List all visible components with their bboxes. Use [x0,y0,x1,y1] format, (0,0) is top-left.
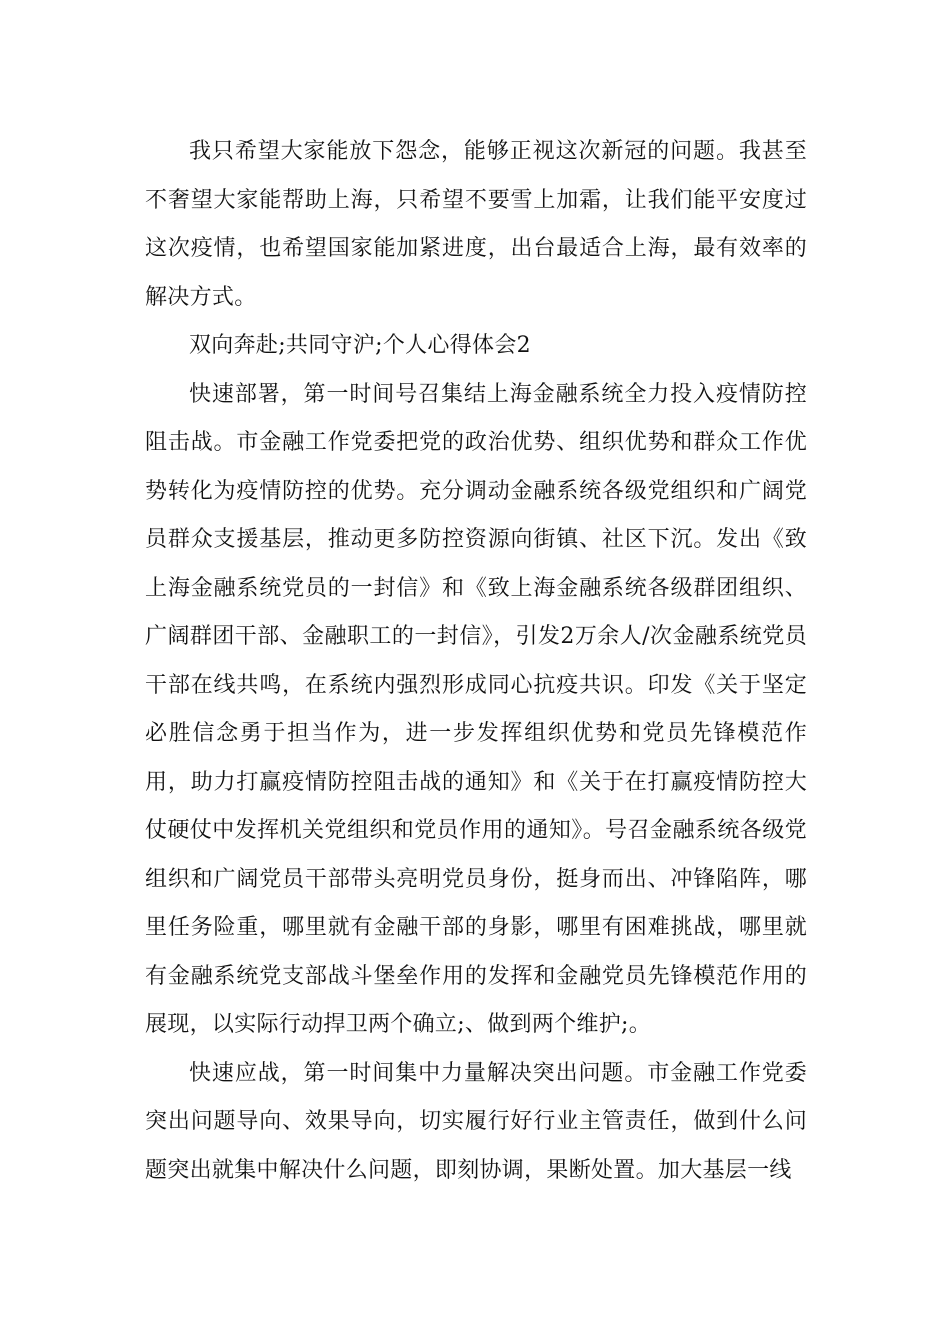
paragraph-rapid-response: 快速应战，第一时间集中力量解决突出问题。市金融工作党委突出问题导向、效果导向，切实履行好行业主管责任，做到什么问题突出就集中解决什么问题，即刻协调，果断处置。加大基层一线 [145,1060,807,1183]
paragraph-rapid-deployment: 快速部署，第一时间号召集结上海金融系统全力投入疫情防控阻击战。市金融工作党委把党的政治优势、组织优势和群众工作优势转化为疫情防控的优势。充分调动金融系统各级党组织和广阔党员群众支援基层，推动更多防控资源向街镇、社区下沉。发出《致上海金融系统党员的一封信》和《致上海金融系统各级群团组织、广阔群团干部、金融职工的一封信》，引发2万余人/次金融系统党员干部在线共鸣，在系统内强烈形成同心抗疫共识。印发《关于坚定必胜信念勇于担当作为，进一步发挥组织优势和党员先锋模范作用，助力打赢疫情防控阻击战的通知》和《关于在打赢疫情防控大仗硬仗中发挥机关党组织和党员作用的通知》。号召金融系统各级党组织和广阔党员干部带头亮明党员身份，挺身而出、冲锋陷阵，哪里任务险重，哪里就有金融干部的身影，哪里有困难挑战，哪里就有金融系统党支部战斗堡垒作用的发挥和金融党员先锋模范作用的展现，以实际行动捍卫两个确立;、做到两个维护;。 [145,381,807,1037]
section-heading: 双向奔赴;共同守沪;个人心得体会2 [189,333,531,358]
document-body [145,128,807,1195]
paragraph-closing-wish: 我只希望大家能放下怨念，能够正视这次新冠的问题。我甚至不奢望大家能帮助上海，只希望不要雪上加霜，让我们能平安度过这次疫情，也希望国家能加紧进度，出台最适合上海，最有效率的解决方式。 [145,139,807,310]
